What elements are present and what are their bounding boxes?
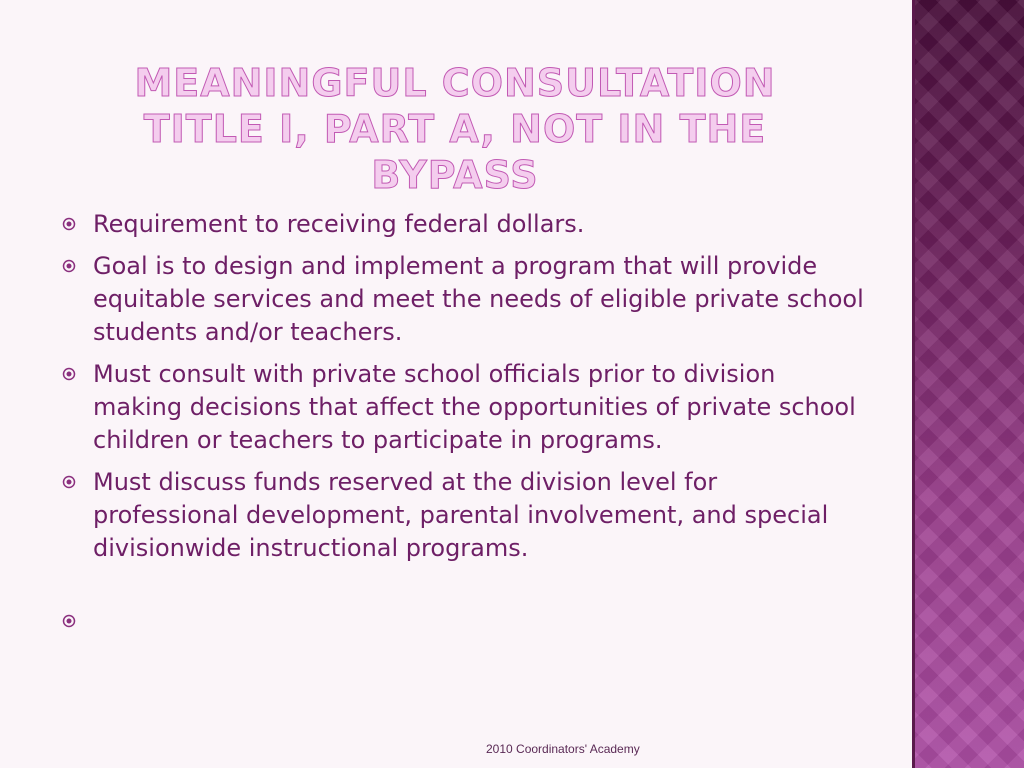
circled-dot-icon [62, 217, 76, 231]
bullet-text: Must discuss funds reserved at the division level for professional development, parental involvement, and special divisionwide instructional programs. [93, 468, 829, 562]
bullet-text: Requirement to receiving federal dollars. [93, 210, 585, 238]
bullet-text: Goal is to design and implement a program that will provide equitable services and meet the needs of eligible private school students and/or teachers. [93, 252, 864, 346]
decorative-side-panel [912, 0, 1024, 768]
list-item [60, 358, 870, 457]
side-panel-edge [912, 0, 915, 768]
empty-list-item [60, 605, 870, 638]
circled-dot-icon [62, 259, 76, 273]
list-item [60, 250, 870, 349]
list-item [60, 466, 870, 565]
bullet-text: Must consult with private school officials prior to division making decisions that affect the opportunities of private school children or teachers to participate in programs. [93, 360, 856, 454]
circled-dot-icon [62, 367, 76, 381]
slide-title [60, 60, 850, 198]
title-line-2: TITLE I, PART A, NOT IN THE BYPASS [143, 107, 767, 197]
bullet-list [60, 208, 870, 647]
circled-dot-icon [62, 475, 76, 489]
title-line-1: MEANINGFUL CONSULTATION [134, 61, 776, 105]
list-item [60, 208, 870, 241]
circled-dot-icon [62, 614, 76, 628]
footer-text: 2010 Coordinators' Academy [486, 742, 640, 756]
